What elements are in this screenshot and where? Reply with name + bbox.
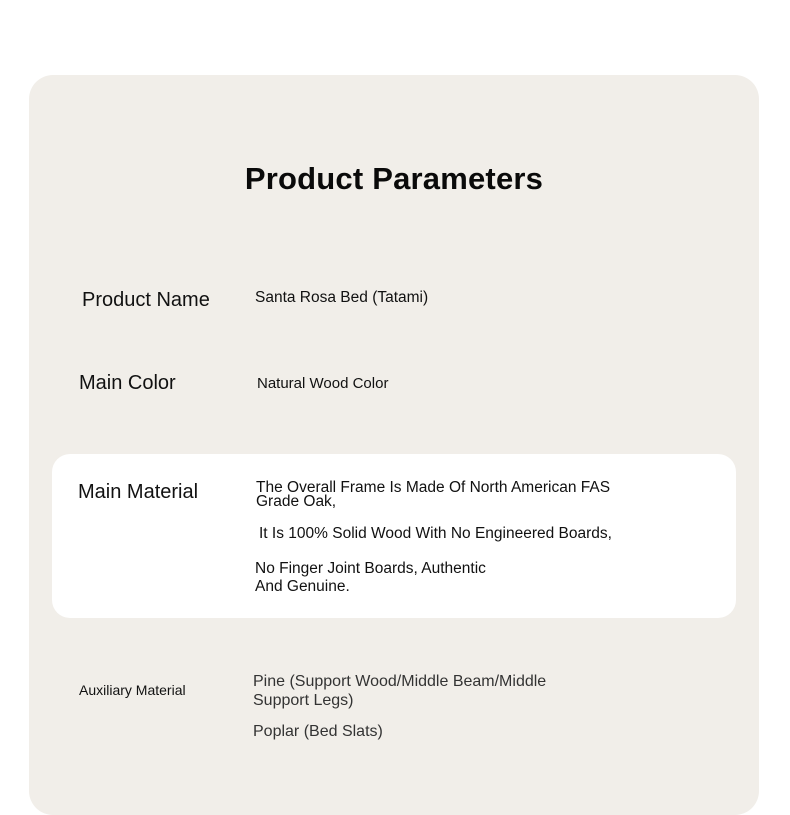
main-material-line: And Genuine. bbox=[255, 578, 350, 595]
main-material-line: The Overall Frame Is Made Of North American FAS bbox=[256, 479, 611, 496]
auxiliary-material-label: Auxiliary Material bbox=[79, 682, 186, 698]
main-material-label: Main Material bbox=[78, 481, 199, 503]
main-material-line: Grade Oak, bbox=[256, 493, 337, 510]
main-color-value: Natural Wood Color bbox=[257, 375, 389, 392]
main-color-label: Main Color bbox=[79, 372, 176, 394]
product-parameters-card bbox=[29, 75, 759, 815]
product-name-label: Product Name bbox=[82, 289, 210, 311]
product-name-value: Santa Rosa Bed (Tatami) bbox=[255, 289, 429, 306]
main-material-line: No Finger Joint Boards, Authentic bbox=[255, 560, 486, 577]
auxiliary-material-line: Poplar (Bed Slats) bbox=[253, 723, 383, 740]
auxiliary-material-line: Support Legs) bbox=[253, 692, 354, 709]
auxiliary-material-line: Pine (Support Wood/Middle Beam/Middle bbox=[253, 673, 547, 690]
page-title: Product Parameters bbox=[244, 161, 544, 196]
main-material-line: It Is 100% Solid Wood With No Engineered Boards, bbox=[259, 525, 612, 542]
